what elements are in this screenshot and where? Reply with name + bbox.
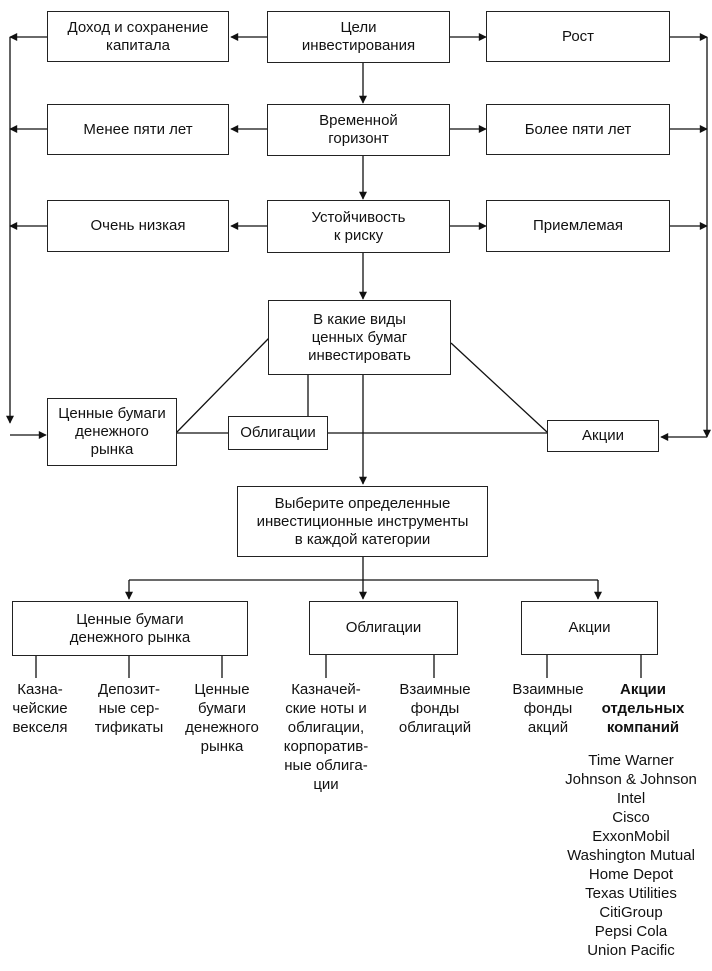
leaf-money-market-securities: Ценные бумаги денежного рынка (185, 681, 259, 755)
less-than-five-years-box: Менее пяти лет (47, 104, 229, 155)
company-name: Pepsi Cola (594, 923, 668, 940)
money-market-category-box: Ценные бумаги денежного рынка (12, 601, 248, 656)
leaf-treasury-bills: Казна- чейские векселя (12, 681, 68, 736)
company-name: ExxonMobil (592, 828, 670, 845)
leaf-treasury-notes: Казначей- ские ноты и облигации, корпоратив- ные облига- ции (283, 681, 369, 793)
company-name: Union Pacific (587, 942, 675, 959)
leaf-stock-funds: Взаимные фонды акций (512, 681, 584, 736)
stocks-type-box: Акции (547, 420, 659, 452)
company-name: Intel (616, 790, 646, 807)
company-name: Cisco (612, 809, 650, 826)
stocks-category-box: Акции (521, 601, 658, 655)
investment-goals-box: Цели инвестирования (267, 11, 450, 63)
leaf-company-stocks: Акции отдельных компаний (601, 681, 685, 736)
acceptable-box: Приемлемая (486, 200, 670, 252)
time-horizon-box: Временной горизонт (267, 104, 450, 156)
leaf-bond-funds: Взаимные фонды облигаций (398, 681, 472, 736)
more-than-five-years-box: Более пяти лет (486, 104, 670, 155)
company-name: CitiGroup (599, 904, 663, 921)
growth-box: Рост (486, 11, 670, 62)
select-instruments-box: Выберите определенные инвестиционные инструменты в каждой категории (237, 486, 488, 557)
company-name: Texas Utilities (585, 885, 677, 902)
money-market-type-box: Ценные бумаги денежного рынка (47, 398, 177, 466)
income-capital-box: Доход и сохранение капитала (47, 11, 229, 62)
bonds-type-box: Облигации (228, 416, 328, 450)
very-low-box: Очень низкая (47, 200, 229, 252)
security-types-box: В какие виды ценных бумаг инвестировать (268, 300, 451, 375)
company-name: Home Depot (588, 866, 674, 883)
bonds-category-box: Облигации (309, 601, 458, 655)
risk-tolerance-box: Устойчивость к риску (267, 200, 450, 253)
company-name: Johnson & Johnson (565, 771, 697, 788)
company-name: Time Warner (588, 752, 674, 769)
company-name: Washington Mutual (567, 847, 695, 864)
leaf-deposit-certificates: Депозит- ные сер- тификаты (94, 681, 164, 736)
